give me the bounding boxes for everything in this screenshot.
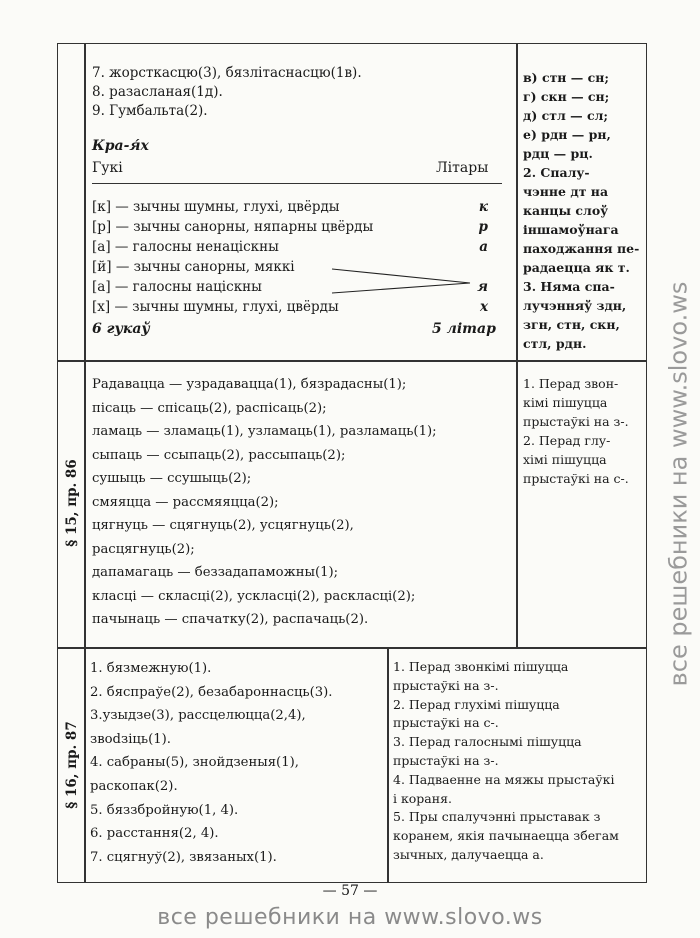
rule-line: зычных, далучаецца а. [393, 846, 544, 862]
phonetic-table-rule [92, 183, 502, 184]
rule-line: коранем, якія пачынаецца збегам [393, 828, 619, 844]
rule-line: 4. Падваенне на мяжы прыстаўкі [393, 771, 615, 787]
phonetic-word: Кра-я́х [92, 138, 149, 154]
answer-line: 5. бяззбройную(1, 4). [90, 802, 239, 818]
rule-line: стл, рдн. [523, 336, 587, 351]
letter: р [478, 219, 488, 235]
rule-line: 2. Перад глухімі пішуцца [393, 696, 560, 712]
rule-line: чэнне дт на [523, 184, 609, 199]
letter: к [478, 199, 488, 215]
side-watermark: все решебники на www.slovo.ws [663, 281, 692, 687]
divider [57, 647, 647, 649]
rule-line: в) стн — сн; [523, 70, 610, 85]
answer-line: 6. расстання(2, 4). [90, 826, 219, 842]
rule-line: г) скн — сн; [523, 89, 610, 104]
rule-line: 1. Перад звон- [523, 376, 619, 391]
answer-line: 2. бяспраўе(2), безабароннасць(3). [90, 684, 333, 700]
answer-line: смяяцца — рассмяяцца(2); [92, 494, 279, 510]
letter: х [479, 299, 488, 315]
total-letters: 5 літар [432, 321, 496, 337]
block1-answers [92, 64, 362, 121]
rule-line: хімі пішуцца [523, 452, 607, 467]
letter-link-lines [330, 262, 480, 298]
answer-line: расцягнуць(2); [92, 541, 195, 557]
rule-line: прыстаўкі на з-. [523, 414, 629, 429]
section-label: § 15, пр. 86 [64, 459, 80, 547]
answer-line: сушыць — ссушыць(2); [92, 471, 252, 486]
divider [516, 43, 518, 647]
letter: а [479, 239, 488, 255]
sound-desc: [а] — галосны ненаціскны [92, 239, 279, 255]
divider [84, 43, 86, 883]
answer-line: сыпаць — ссыпаць(2), рассыпаць(2); [92, 447, 346, 463]
rule-line: лучэнняў здн, [523, 298, 627, 313]
block2-answers [92, 373, 437, 632]
answer-line: класці — скласці(2), ускласці(2), раскласці(2); [92, 588, 416, 604]
page-number: — 57 — [322, 883, 378, 899]
total-sounds: 6 гукаў [92, 321, 150, 337]
rule-line: 1. Перад звонкімі пішуцца [393, 659, 569, 674]
sound-desc: [й] — зычны санорны, мяккі [92, 259, 295, 275]
answer-line: дапамагаць — беззадапаможны(1); [92, 565, 339, 580]
answer-line: 4. сабраны(5), знойдзеныя(1), [90, 755, 299, 771]
phonetic-row [92, 239, 496, 255]
rule-line: 2. Спалу- [523, 165, 590, 180]
rule-line: прыстаўкі на с-. [393, 715, 499, 731]
rule-line: 3. Няма спа- [523, 279, 615, 294]
divider [387, 647, 389, 883]
answer-line: 7. жорсткасцю(3), бязлітаснасцю(1в). [92, 65, 362, 81]
sound-desc: [к] — зычны шумны, глухі, цвёрды [92, 199, 340, 215]
rule-line: кімі пішуцца [523, 395, 608, 410]
answer-line: ламаць — зламаць(1), узламаць(1), разламаць(1); [92, 424, 437, 439]
sound-desc: [х] — зычны шумны, глухі, цвёрды [92, 299, 339, 315]
column-letters: Літары [436, 160, 489, 176]
rule-line: д) стл — сл; [523, 108, 609, 123]
rule-line: іншамоўнага [523, 222, 619, 237]
divider [57, 360, 647, 362]
answer-line: 8. разасланая(1д). [92, 84, 223, 100]
rule-line: 3. Перад галоснымі пішуцца [393, 734, 582, 750]
rule-line: радаецца як т. [523, 260, 630, 275]
rule-line: згн, стн, скн, [523, 317, 620, 332]
answer-line: пачынаць — спачатку(2), распачаць(2). [92, 612, 369, 627]
block2-rules [523, 374, 629, 488]
rule-line: і кораня. [393, 790, 452, 806]
sound-desc: [р] — зычны санорны, няпарны цвёрды [92, 219, 374, 235]
answer-line: 9. Гумбальта(2). [92, 103, 208, 119]
phonetic-row [92, 299, 496, 315]
answer-line: пісаць — спісаць(2), распісаць(2); [92, 400, 327, 416]
rule-line: 2. Перад глу- [523, 433, 611, 448]
letter: я [477, 279, 488, 295]
block3-rules [393, 658, 619, 865]
answer-line: 3.узыдзе(3), рассцелюцца(2,4), [90, 708, 306, 724]
answer-line: звodзіць(1). [90, 731, 171, 747]
rule-line: прыстаўкі на з-. [393, 752, 499, 768]
section-label: § 16, пр. 87 [64, 721, 80, 809]
answer-line: 7. сцягнуў(2), звязаных(1). [90, 849, 277, 865]
block1-rules [523, 68, 639, 353]
sound-desc: [а] — галосны націскны [92, 279, 262, 295]
phonetic-row [92, 199, 496, 215]
watermark-banner: все решебники на www.slovo.ws [157, 905, 543, 930]
column-sounds: Гукі [92, 160, 123, 176]
rule-line: рдц — рц. [523, 146, 593, 161]
rule-line: 5. Пры спалучэнні прыставак з [393, 809, 601, 825]
block3-answers [90, 657, 332, 869]
rule-line: паходжання пе- [523, 241, 640, 256]
phonetic-row [92, 219, 496, 235]
answer-line: Радавацца — узрадавацца(1), бязрадасны(1); [92, 377, 407, 392]
answer-line: раскопак(2). [90, 778, 178, 794]
rule-line: прыстаўкі на с-. [523, 471, 629, 486]
rule-line: канцы слоў [523, 203, 609, 218]
answer-line: цягнуць — сцягнуць(2), усцягнуць(2), [92, 518, 354, 533]
rule-line: прыстаўкі на з-. [393, 677, 499, 693]
answer-line: 1. бязмежную(1). [90, 661, 212, 676]
rule-line: е) рдн — рн, [523, 127, 611, 142]
